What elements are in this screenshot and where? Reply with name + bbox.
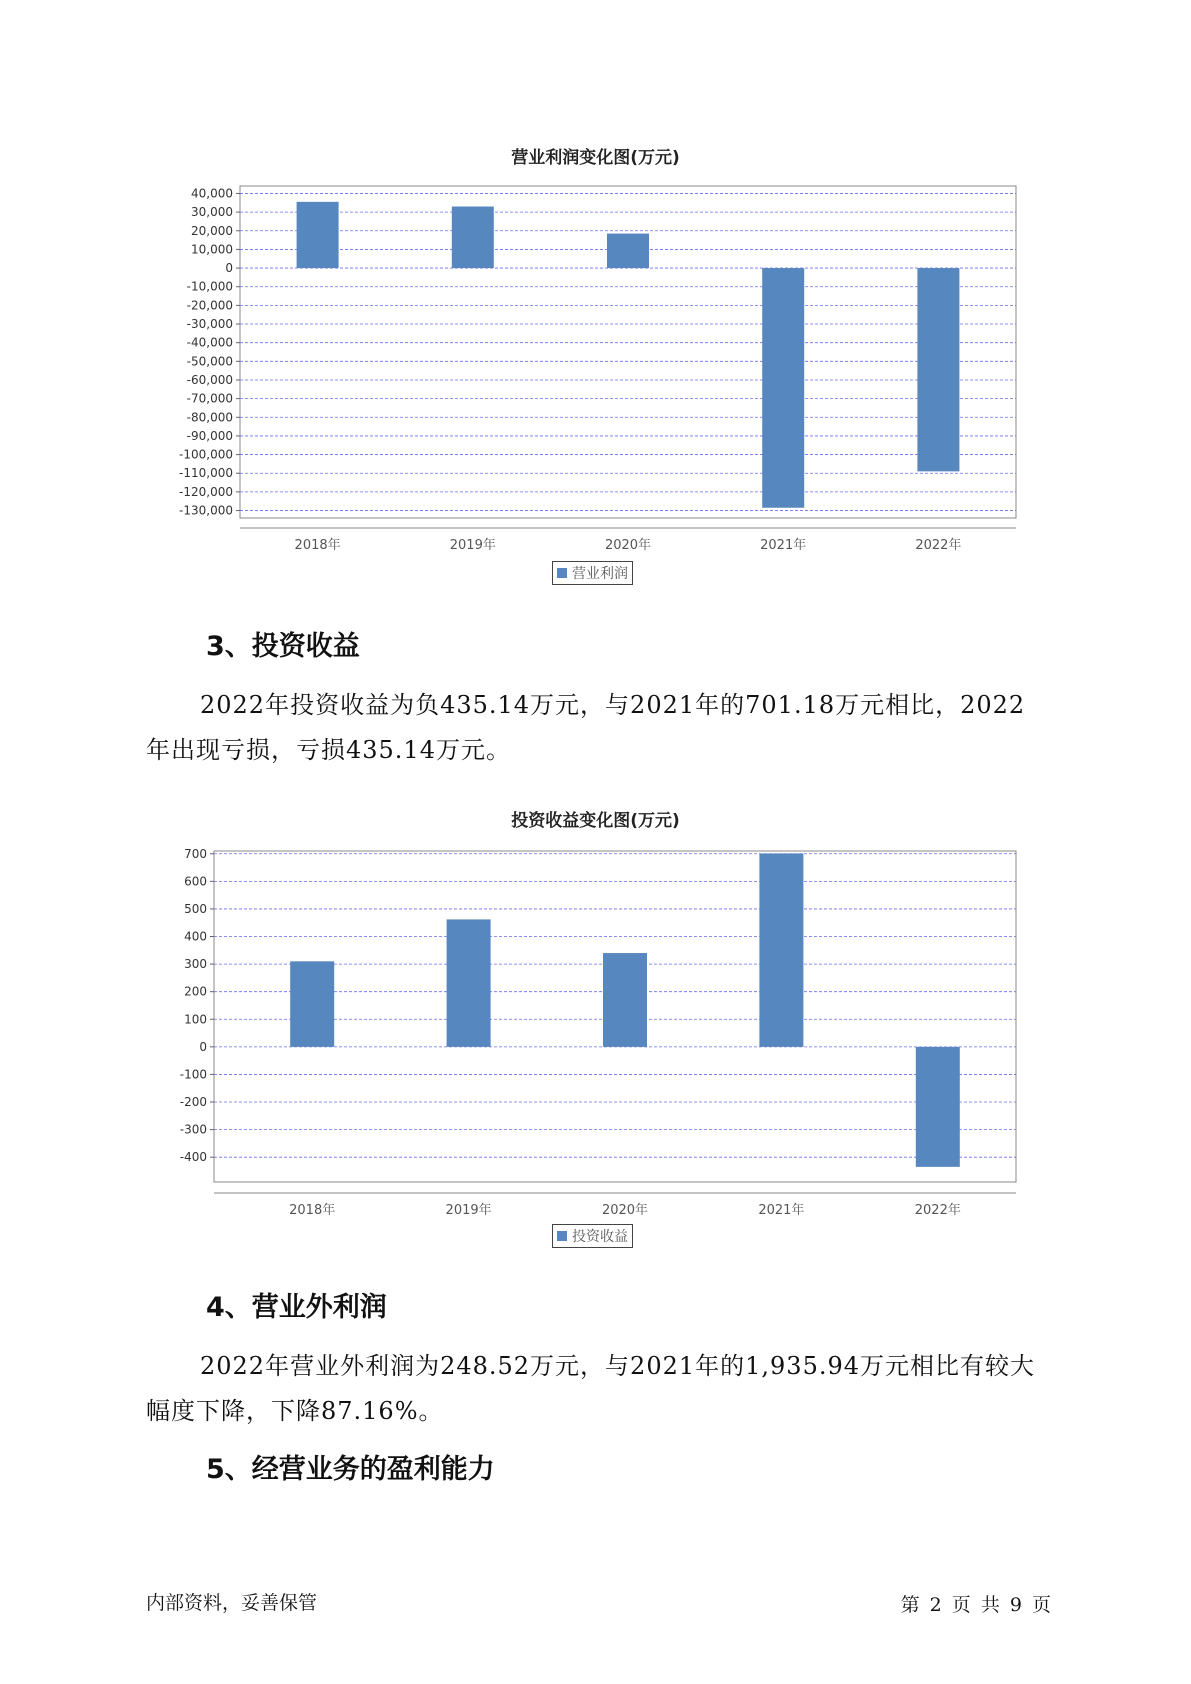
y-tick-label: 500 [184,901,207,916]
x-tick-label: 2018年 [289,1203,336,1218]
x-tick-label: 2021年 [760,538,807,553]
bar [447,919,491,1046]
footer-note: 内部资料，妥善保管 [146,1592,318,1614]
y-tick-label: 0 [199,1039,207,1054]
section-heading: 5、经营业务的盈利能力 [206,1454,495,1485]
chart-title: 营业利润变化图(万元) [511,148,680,168]
y-tick-label: 10,000 [191,242,233,257]
y-tick-label: -20,000 [186,298,233,313]
y-tick-label: 40,000 [191,186,233,201]
y-tick-label: -80,000 [186,410,233,425]
y-tick-label: -200 [179,1095,207,1110]
y-tick-label: -10,000 [186,279,233,294]
y-tick-label: -90,000 [186,428,233,443]
x-tick-label: 2019年 [449,538,496,553]
legend-label: 营业利润 [572,566,628,582]
y-tick-label: 100 [184,1012,207,1027]
y-tick-label: -400 [179,1150,207,1165]
y-tick-label: 700 [184,846,207,861]
x-tick-label: 2019年 [445,1203,492,1218]
bar [916,1047,960,1167]
y-tick-label: 200 [184,984,207,999]
chart-legend [552,1224,633,1248]
y-tick-label: 400 [184,929,207,944]
x-tick-label: 2020年 [601,1203,649,1218]
y-tick-label: -300 [179,1122,207,1137]
bar [290,961,334,1047]
section-paragraph: 2022年营业外利润为248.52万元，与2021年的1,935.94万元相比有较大幅度下降，下降87.16%。 [146,1352,1036,1425]
y-tick-label: 0 [225,261,233,276]
y-tick-label: 30,000 [191,205,233,220]
y-tick-label: -50,000 [186,354,233,369]
section-heading: 4、营业外利润 [206,1292,387,1323]
bar [603,953,647,1047]
y-tick-label: -100 [179,1067,207,1082]
x-tick-label: 2021年 [758,1203,805,1218]
y-tick-label: -130,000 [179,503,233,518]
page-number: 第 2 页 共 9 页 [900,1594,1051,1616]
y-tick-label: 600 [184,874,207,889]
section-heading: 3、投资收益 [206,631,360,662]
y-tick-label: -40,000 [186,335,233,350]
legend-swatch [557,1231,567,1241]
chart-title: 投资收益变化图(万元) [511,811,680,831]
y-tick-label: 20,000 [191,223,233,238]
y-tick-label: 300 [184,957,207,972]
y-tick-label: -110,000 [179,466,233,481]
section-paragraph: 2022年投资收益为负435.14万元，与2021年的701.18万元相比，2022年出现亏损，亏损435.14万元。 [146,691,1026,764]
legend-label: 投资收益 [572,1229,628,1245]
bar [759,853,803,1046]
x-tick-label: 2022年 [914,1203,961,1218]
y-tick-label: -70,000 [186,391,233,406]
y-tick-label: -60,000 [186,372,233,387]
y-tick-label: -120,000 [179,484,233,499]
y-tick-label: -100,000 [179,447,233,462]
x-tick-label: 2018年 [294,538,341,553]
x-tick-label: 2020年 [604,538,652,553]
x-tick-label: 2022年 [915,538,962,553]
y-tick-label: -30,000 [186,317,233,332]
